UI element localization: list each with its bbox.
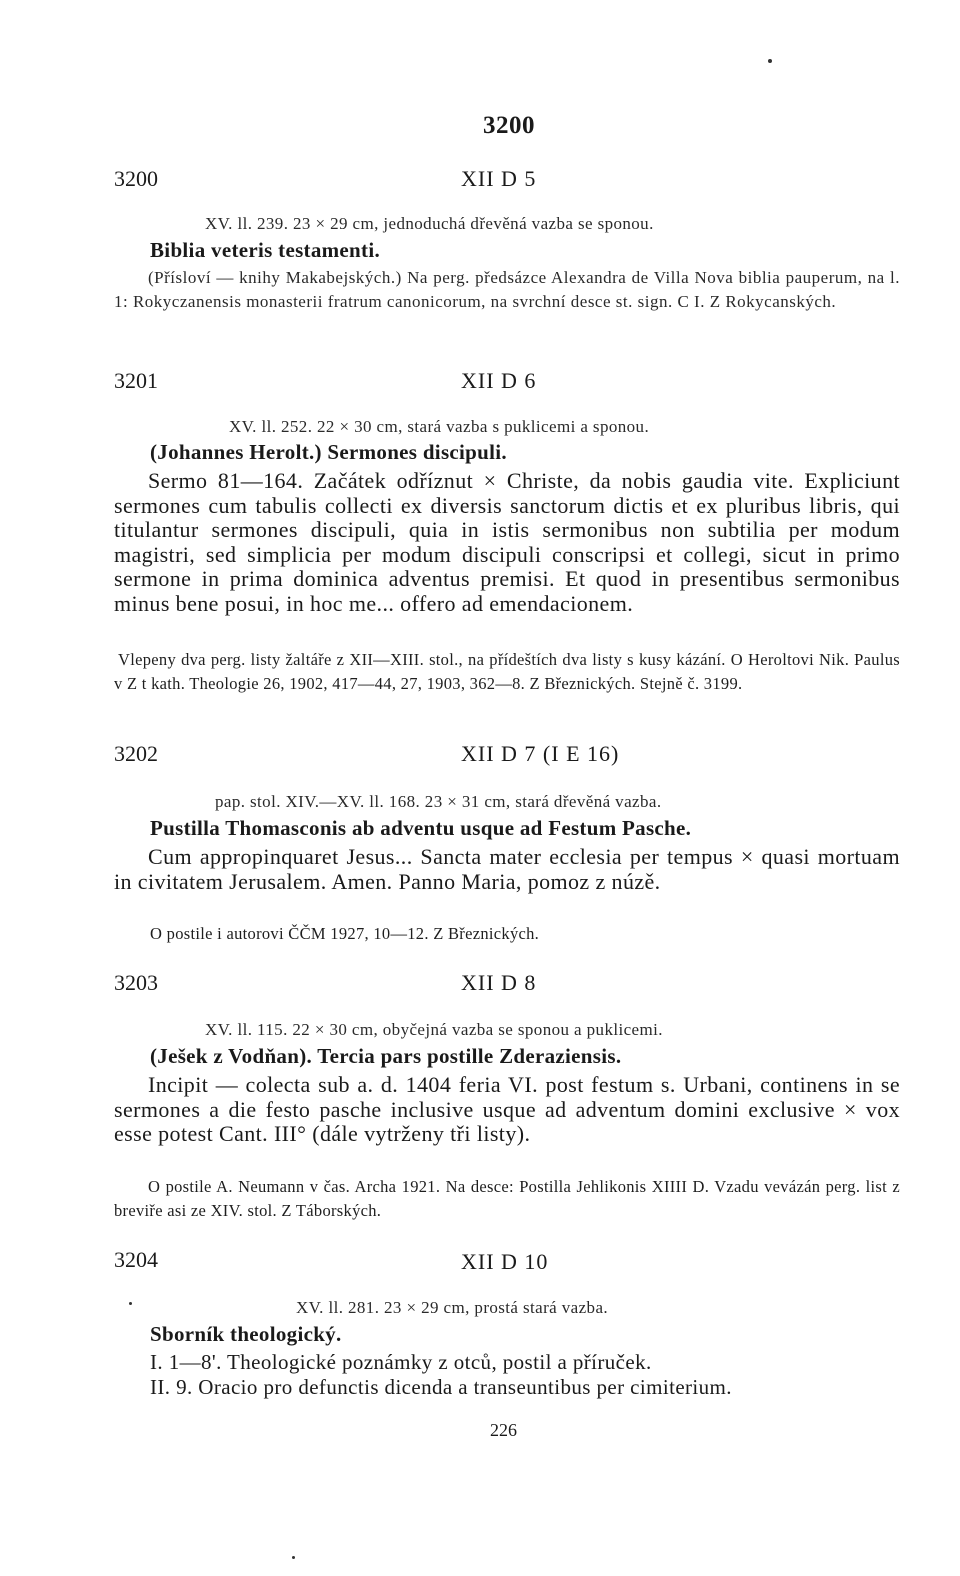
scan-speck (292, 1556, 295, 1559)
entry-number-3200: 3200 (114, 166, 158, 191)
scan-speck (768, 59, 772, 63)
entry-note-3202: O postile i autorovi ČČM 1927, 10—12. Z Březnických. (150, 924, 540, 943)
entry-signature-3201: XII D 6 (461, 368, 537, 393)
entry-number-3203: 3203 (114, 970, 158, 995)
entry-note-3203 (114, 1175, 900, 1223)
entry-title-3201: (Johannes Herolt.) Sermones discipuli. (150, 440, 507, 464)
entry-signature-3200: XII D 5 (461, 166, 537, 191)
entry-body-3203 (114, 1073, 900, 1147)
entry-body-3200 (114, 266, 900, 314)
entry-physical-3203: XV. ll. 115. 22 × 30 cm, obyčejná vazba se sponou a puklicemi. (205, 1020, 663, 1039)
entry-number-3204: 3204 (114, 1247, 158, 1272)
entry-physical-3204: XV. ll. 281. 23 × 29 cm, prostá stará vazba. (296, 1298, 609, 1317)
entry-body-text-3203: Incipit — colecta sub a. d. 1404 feria VI. post festum s. Urbani, continens in se sermones a die festo pasche inclusive usque ad adventum domini exclusive × vox esse potest Cant. III° (dále vytrženy tři listy). (114, 1072, 900, 1146)
entry-note-text-3203: O postile A. Neumann v čas. Archa 1921. Na desce: Postilla Jehlikonis XIIII D. Vzadu vevázán perg. list z breviře asi ze XIV. stol. Z Táborských. (114, 1177, 900, 1220)
entry-body-3202 (114, 845, 900, 894)
entry-body-text-3200: (Přísloví — knihy Makabejských.) Na perg. předsázce Alexandra de Villa Nova biblia pauperum, na l. 1: Rokyczanensis monasterii fratrum canonicorum, na svrchní desce st. sign. C I. Z Rokycanských. (114, 268, 900, 311)
entry-line-3204-2: II. 9. Oracio pro defunctis dicenda a transeuntibus per cimiterium. (150, 1375, 732, 1399)
scan-speck (129, 1302, 132, 1305)
entry-signature-3204: XII D 10 (461, 1249, 549, 1274)
entry-body-3201 (114, 469, 900, 616)
entry-physical-3202: pap. stol. XIV.—XV. ll. 168. 23 × 31 cm, stará dřevěná vazba. (215, 792, 662, 811)
entry-note-3201 (114, 648, 900, 696)
entry-number-3201: 3201 (114, 368, 158, 393)
entry-title-3200: Biblia veteris testamenti. (150, 238, 381, 262)
running-head: 3200 (483, 112, 535, 139)
entry-title-3204: Sborník theologický. (150, 1322, 342, 1346)
entry-number-3202: 3202 (114, 741, 158, 766)
entry-title-3203: (Ješek z Vodňan). Tercia pars postille Zderaziensis. (150, 1044, 622, 1068)
entry-line-3204-1: I. 1—8'. Theologické poznámky z otců, postil a příruček. (150, 1350, 652, 1374)
entry-body-text-3202: Cum appropinquaret Jesus... Sancta mater ecclesia per tempus × quasi mortuam in civitatem Jerusalem. Amen. Panno Maria, pomoz z núzě. (114, 844, 900, 894)
entry-note-text-3201: Vlepeny dva perg. listy žaltáře z XII—XIII. stol., na přídeštích dva listy s kusy kázání. O Heroltovi Nik. Paulus v Z t kath. Theologie 26, 1902, 417—44, 27, 1903, 362—8. Z Březnických. Stejně č. 3199. (114, 650, 900, 693)
entry-physical-3200: XV. ll. 239. 23 × 29 cm, jednoduchá dřevěná vazba se sponou. (205, 214, 654, 233)
entry-signature-3202: XII D 7 (I E 16) (461, 741, 620, 766)
entry-signature-3203: XII D 8 (461, 970, 537, 995)
entry-body-text-3201: Sermo 81—164. Začátek odříznut × Christe, da nobis gaudia vite. Expliciunt sermones cum tabulis collecti ex diversis sanctorum dictis et ex pluribus libris, qui titulantur sermones discipuli, quia in istis sermonibus non subtilia per modum magistri, sed simplicia per modum discipuli conscripsi et collegi, sicut in primo sermone in prima dominica adventus premisi. Et quod in presentibus sermonibus minus bene posui, in hoc me... offero ad emendacionem. (114, 468, 900, 616)
entry-physical-3201: XV. ll. 252. 22 × 30 cm, stará vazba s puklicemi a sponou. (229, 417, 650, 436)
entry-title-3202: Pustilla Thomasconis ab adventu usque ad Festum Pasche. (150, 816, 692, 840)
page-number: 226 (490, 1420, 517, 1440)
